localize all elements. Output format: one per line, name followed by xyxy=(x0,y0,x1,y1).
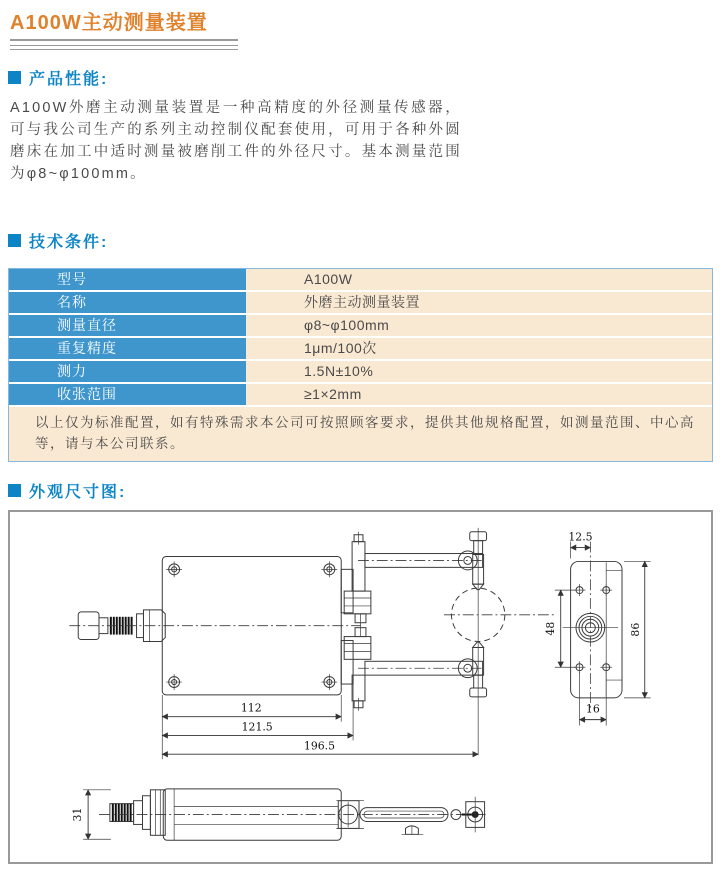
section-heading-performance xyxy=(8,66,108,89)
top-fork-arm xyxy=(344,532,486,626)
section-bullet-icon xyxy=(8,234,21,247)
dim-label-112: 112 xyxy=(240,701,262,715)
spec-label: 测量直径 xyxy=(9,315,246,338)
spec-note: 以上仅为标准配置，如有特殊需求本公司可按照顾客要求，提供其他规格配置，如测量范围、中心高等，请与本公司联系。 xyxy=(9,407,712,461)
spec-value: ≥1×2mm xyxy=(246,384,712,407)
table-row xyxy=(9,338,712,361)
title-double-underline xyxy=(10,45,238,50)
spec-value: φ8~φ100mm xyxy=(246,315,712,338)
dim-label-16: 16 xyxy=(585,702,600,716)
spec-value: 1.5N±10% xyxy=(246,361,712,384)
page-title: A100W主动测量装置 xyxy=(10,12,208,34)
front-view xyxy=(69,528,553,759)
table-row xyxy=(9,315,712,338)
spec-value: 1μm/100次 xyxy=(246,338,712,361)
spec-label: 重复精度 xyxy=(9,338,246,361)
table-row xyxy=(9,361,712,384)
title-block xyxy=(10,6,238,50)
dim-label-48: 48 xyxy=(543,621,557,636)
probe-thread xyxy=(110,804,134,822)
table-row xyxy=(9,269,712,292)
table-row xyxy=(9,292,712,315)
bottom-fork-arm xyxy=(344,625,486,711)
spec-value: A100W xyxy=(246,269,712,292)
section-bullet-icon xyxy=(8,71,21,84)
section-bullet-icon xyxy=(8,484,21,497)
dimensions-heading-label: 外观尺寸图: xyxy=(29,484,127,501)
spec-label: 型号 xyxy=(9,269,246,292)
dim-label-86: 86 xyxy=(628,622,642,637)
dim-label-196-5: 196.5 xyxy=(303,739,336,753)
dim-label-31: 31 xyxy=(71,807,85,822)
dimension-drawing-box xyxy=(8,510,713,864)
spec-value: 外磨主动测量装置 xyxy=(246,292,712,315)
section-heading-technical xyxy=(8,229,108,252)
dimension-drawing xyxy=(10,512,711,862)
probe-arm xyxy=(360,797,485,835)
dim-label-12-5: 12.5 xyxy=(568,530,593,544)
technical-heading-label: 技术条件: xyxy=(29,234,109,251)
section-heading-dimensions xyxy=(8,479,126,502)
dim-label-121-5: 121.5 xyxy=(241,720,273,734)
performance-heading-label: 产品性能: xyxy=(29,71,109,88)
title-underline xyxy=(10,39,238,41)
table-row xyxy=(9,384,712,407)
probe-view xyxy=(71,789,488,840)
performance-paragraph: A100W外磨主动测量装置是一种高精度的外径测量传感器，可与我公司生产的系列主动控制仪配套使用，可用于各种外圆磨床在加工中适时测量被磨削工件的外径尺寸。基本测量范围为φ8~φ100mm。 xyxy=(10,100,462,182)
spec-label: 收张范围 xyxy=(9,384,246,407)
spec-label: 名称 xyxy=(9,292,246,315)
side-view xyxy=(544,531,651,726)
spec-table xyxy=(8,268,713,462)
spec-label: 测力 xyxy=(9,361,246,384)
